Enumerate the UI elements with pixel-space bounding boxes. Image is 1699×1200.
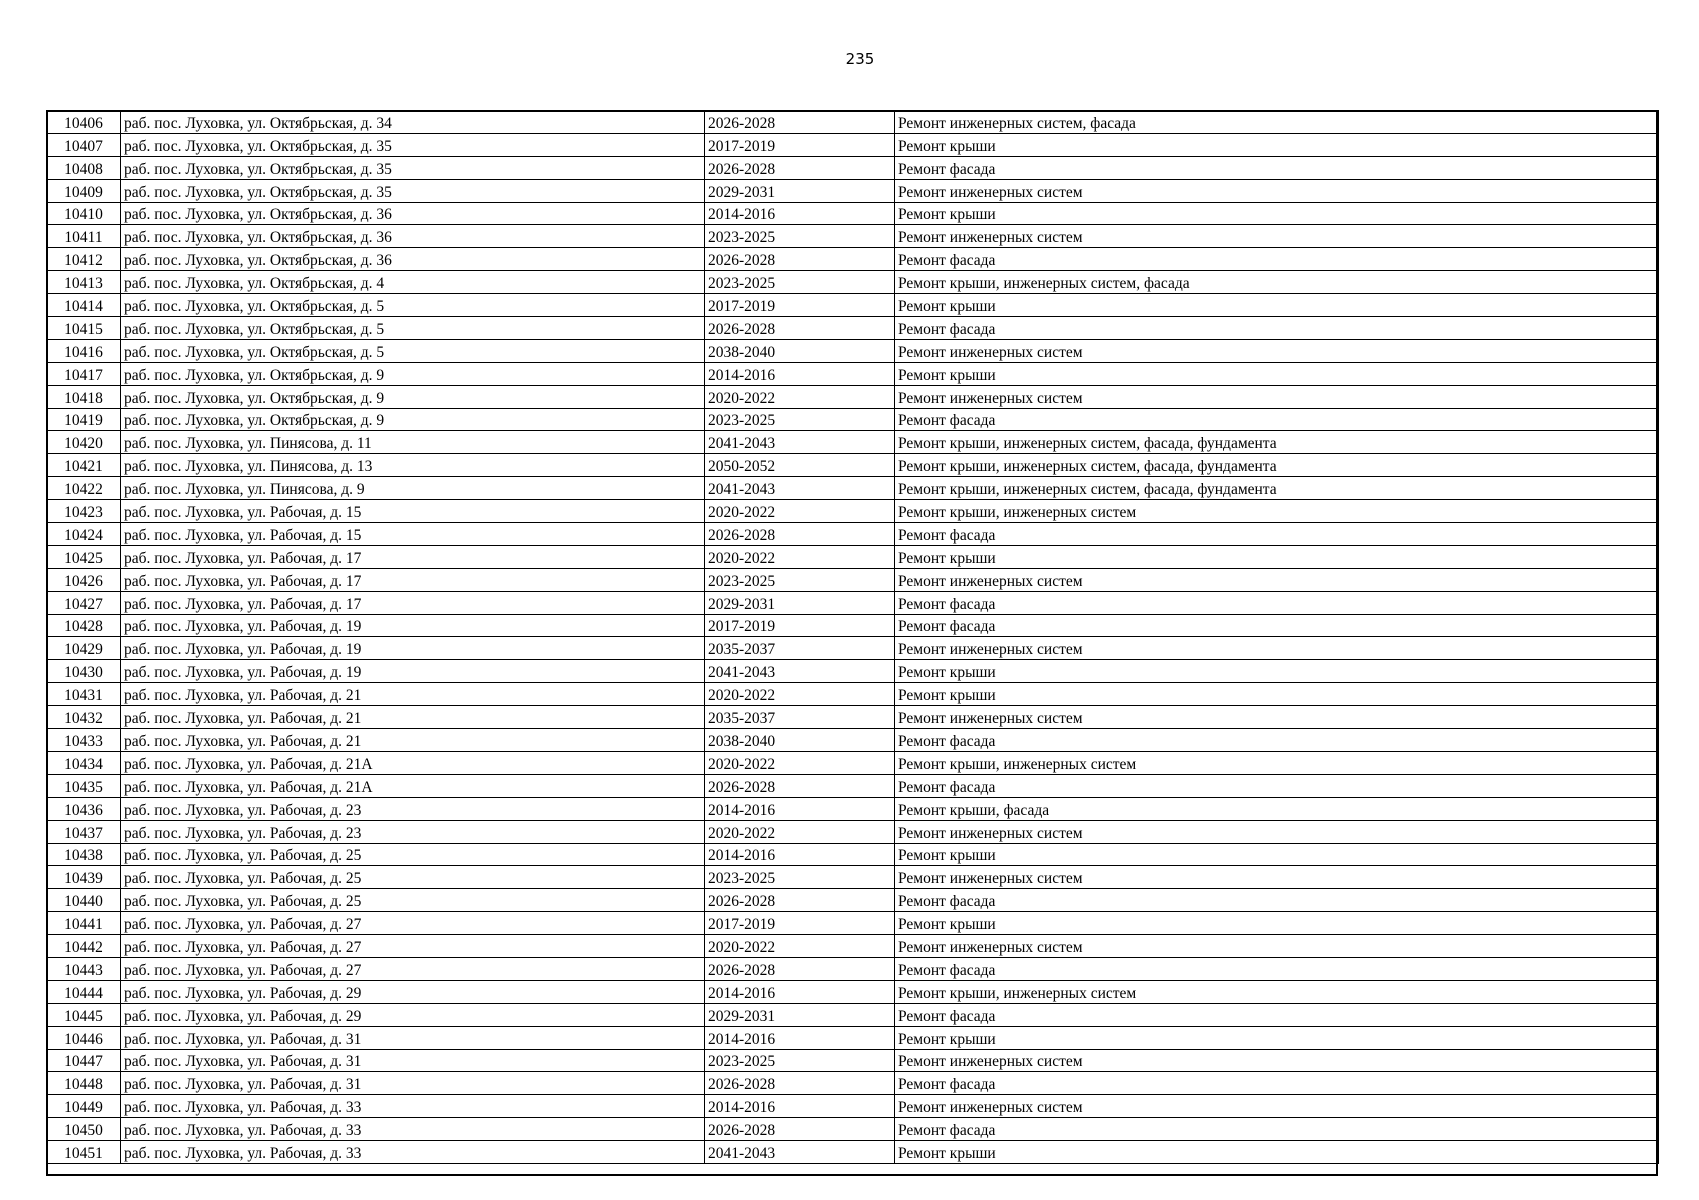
record-number-cell: 10438: [47, 843, 121, 866]
table-row: [47, 339, 1659, 362]
address-cell: раб. пос. Луховка, ул. Рабочая, д. 17: [121, 545, 705, 568]
period-cell: 2014-2016: [705, 980, 895, 1003]
record-number-cell: 10422: [47, 477, 121, 500]
work-type-cell: Ремонт крыши: [895, 202, 1659, 225]
work-type-cell: Ремонт фасада: [895, 614, 1659, 637]
address-cell: раб. пос. Луховка, ул. Рабочая, д. 29: [121, 980, 705, 1003]
table-row: [47, 591, 1659, 614]
address-cell: раб. пос. Луховка, ул. Октябрьская, д. 36: [121, 202, 705, 225]
work-type-cell: Ремонт фасада: [895, 408, 1659, 431]
table-row: [47, 454, 1659, 477]
work-type-cell: Ремонт фасада: [895, 248, 1659, 271]
record-number-cell: 10440: [47, 889, 121, 912]
period-cell: 2023-2025: [705, 866, 895, 889]
work-type-cell: Ремонт инженерных систем: [895, 820, 1659, 843]
period-cell: 2017-2019: [705, 614, 895, 637]
address-cell: раб. пос. Луховка, ул. Рабочая, д. 33: [121, 1118, 705, 1141]
work-type-cell: Ремонт крыши, фасада: [895, 797, 1659, 820]
record-number-cell: 10410: [47, 202, 121, 225]
table-row: [47, 1049, 1659, 1072]
record-number-cell: 10434: [47, 751, 121, 774]
table-body: [47, 111, 1659, 1164]
table-row: [47, 843, 1659, 866]
period-cell: 2023-2025: [705, 568, 895, 591]
work-type-cell: Ремонт крыши: [895, 660, 1659, 683]
record-number-cell: 10445: [47, 1003, 121, 1026]
address-cell: раб. пос. Луховка, ул. Рабочая, д. 27: [121, 935, 705, 958]
period-cell: 2029-2031: [705, 1003, 895, 1026]
record-number-cell: 10448: [47, 1072, 121, 1095]
period-cell: 2026-2028: [705, 156, 895, 179]
address-cell: раб. пос. Луховка, ул. Октябрьская, д. 4: [121, 271, 705, 294]
work-type-cell: Ремонт крыши: [895, 362, 1659, 385]
record-number-cell: 10419: [47, 408, 121, 431]
table-row: [47, 111, 1659, 134]
record-number-cell: 10442: [47, 935, 121, 958]
table-row: [47, 248, 1659, 271]
table-row: [47, 889, 1659, 912]
record-number-cell: 10428: [47, 614, 121, 637]
table-row: [47, 1072, 1659, 1095]
table-row: [47, 179, 1659, 202]
address-cell: раб. пос. Луховка, ул. Рабочая, д. 33: [121, 1095, 705, 1118]
record-number-cell: 10449: [47, 1095, 121, 1118]
work-type-cell: Ремонт инженерных систем: [895, 385, 1659, 408]
address-cell: раб. пос. Луховка, ул. Рабочая, д. 21: [121, 706, 705, 729]
record-number-cell: 10412: [47, 248, 121, 271]
period-cell: 2014-2016: [705, 1095, 895, 1118]
work-type-cell: Ремонт крыши, инженерных систем: [895, 751, 1659, 774]
period-cell: 2014-2016: [705, 843, 895, 866]
period-cell: 2020-2022: [705, 935, 895, 958]
period-cell: 2023-2025: [705, 271, 895, 294]
work-type-cell: Ремонт инженерных систем: [895, 225, 1659, 248]
table-row: [47, 385, 1659, 408]
work-type-cell: Ремонт инженерных систем: [895, 935, 1659, 958]
record-number-cell: 10429: [47, 637, 121, 660]
table-row: [47, 271, 1659, 294]
address-cell: раб. пос. Луховка, ул. Рабочая, д. 23: [121, 820, 705, 843]
work-type-cell: Ремонт инженерных систем: [895, 339, 1659, 362]
table-row: [47, 294, 1659, 317]
record-number-cell: 10443: [47, 957, 121, 980]
table-row: [47, 980, 1659, 1003]
work-type-cell: Ремонт фасада: [895, 774, 1659, 797]
period-cell: 2029-2031: [705, 179, 895, 202]
record-number-cell: 10425: [47, 545, 121, 568]
period-cell: 2041-2043: [705, 1141, 895, 1164]
address-cell: раб. пос. Луховка, ул. Рабочая, д. 19: [121, 637, 705, 660]
address-cell: раб. пос. Луховка, ул. Октябрьская, д. 36: [121, 248, 705, 271]
record-number-cell: 10441: [47, 912, 121, 935]
record-number-cell: 10433: [47, 729, 121, 752]
work-type-cell: Ремонт фасада: [895, 889, 1659, 912]
address-cell: раб. пос. Луховка, ул. Рабочая, д. 15: [121, 523, 705, 546]
work-type-cell: Ремонт фасада: [895, 317, 1659, 340]
table-row: [47, 637, 1659, 660]
period-cell: 2038-2040: [705, 339, 895, 362]
period-cell: 2023-2025: [705, 1049, 895, 1072]
table-row: [47, 1026, 1659, 1049]
record-number-cell: 10446: [47, 1026, 121, 1049]
record-number-cell: 10450: [47, 1118, 121, 1141]
period-cell: 2017-2019: [705, 912, 895, 935]
address-cell: раб. пос. Луховка, ул. Рабочая, д. 31: [121, 1049, 705, 1072]
record-number-cell: 10421: [47, 454, 121, 477]
period-cell: 2017-2019: [705, 294, 895, 317]
work-type-cell: Ремонт крыши: [895, 912, 1659, 935]
table-row: [47, 500, 1659, 523]
period-cell: 2026-2028: [705, 774, 895, 797]
work-type-cell: Ремонт крыши: [895, 843, 1659, 866]
record-number-cell: 10447: [47, 1049, 121, 1072]
address-cell: раб. пос. Луховка, ул. Октябрьская, д. 5: [121, 317, 705, 340]
record-number-cell: 10409: [47, 179, 121, 202]
period-cell: 2023-2025: [705, 408, 895, 431]
table-row: [47, 751, 1659, 774]
work-type-cell: Ремонт фасада: [895, 1118, 1659, 1141]
table-row: [47, 156, 1659, 179]
record-number-cell: 10426: [47, 568, 121, 591]
record-number-cell: 10430: [47, 660, 121, 683]
table-row: [47, 935, 1659, 958]
table-row: [47, 1118, 1659, 1141]
work-type-cell: Ремонт фасада: [895, 1072, 1659, 1095]
work-type-cell: Ремонт крыши: [895, 1141, 1659, 1164]
record-number-cell: 10411: [47, 225, 121, 248]
address-cell: раб. пос. Луховка, ул. Рабочая, д. 19: [121, 614, 705, 637]
record-number-cell: 10431: [47, 683, 121, 706]
period-cell: 2020-2022: [705, 683, 895, 706]
period-cell: 2026-2028: [705, 317, 895, 340]
address-cell: раб. пос. Луховка, ул. Октябрьская, д. 35: [121, 179, 705, 202]
work-type-cell: Ремонт фасада: [895, 1003, 1659, 1026]
work-type-cell: Ремонт инженерных систем: [895, 706, 1659, 729]
work-type-cell: Ремонт инженерных систем: [895, 637, 1659, 660]
period-cell: 2023-2025: [705, 225, 895, 248]
address-cell: раб. пос. Луховка, ул. Рабочая, д. 19: [121, 660, 705, 683]
record-number-cell: 10418: [47, 385, 121, 408]
period-cell: 2014-2016: [705, 1026, 895, 1049]
record-number-cell: 10432: [47, 706, 121, 729]
period-cell: 2026-2028: [705, 248, 895, 271]
address-cell: раб. пос. Луховка, ул. Октябрьская, д. 9: [121, 385, 705, 408]
address-cell: раб. пос. Луховка, ул. Рабочая, д. 25: [121, 843, 705, 866]
address-cell: раб. пос. Луховка, ул. Рабочая, д. 29: [121, 1003, 705, 1026]
table-row: [47, 133, 1659, 156]
address-cell: раб. пос. Луховка, ул. Октябрьская, д. 35: [121, 156, 705, 179]
table-row: [47, 408, 1659, 431]
address-cell: раб. пос. Луховка, ул. Пинясова, д. 11: [121, 431, 705, 454]
address-cell: раб. пос. Луховка, ул. Рабочая, д. 17: [121, 591, 705, 614]
period-cell: 2050-2052: [705, 454, 895, 477]
work-type-cell: Ремонт фасада: [895, 156, 1659, 179]
period-cell: 2017-2019: [705, 133, 895, 156]
table-row: [47, 317, 1659, 340]
address-cell: раб. пос. Луховка, ул. Рабочая, д. 21А: [121, 751, 705, 774]
period-cell: 2026-2028: [705, 957, 895, 980]
record-number-cell: 10413: [47, 271, 121, 294]
table-row: [47, 957, 1659, 980]
record-number-cell: 10435: [47, 774, 121, 797]
address-cell: раб. пос. Луховка, ул. Рабочая, д. 21: [121, 683, 705, 706]
period-cell: 2029-2031: [705, 591, 895, 614]
work-type-cell: Ремонт крыши: [895, 683, 1659, 706]
record-number-cell: 10417: [47, 362, 121, 385]
work-type-cell: Ремонт инженерных систем: [895, 568, 1659, 591]
table-row: [47, 1141, 1659, 1164]
record-number-cell: 10416: [47, 339, 121, 362]
record-number-cell: 10439: [47, 866, 121, 889]
record-number-cell: 10436: [47, 797, 121, 820]
period-cell: 2014-2016: [705, 362, 895, 385]
table-row: [47, 912, 1659, 935]
table-row: [47, 683, 1659, 706]
work-type-cell: Ремонт инженерных систем: [895, 179, 1659, 202]
table-row: [47, 660, 1659, 683]
address-cell: раб. пос. Луховка, ул. Октябрьская, д. 5: [121, 339, 705, 362]
work-type-cell: Ремонт крыши: [895, 1026, 1659, 1049]
work-type-cell: Ремонт крыши: [895, 133, 1659, 156]
record-number-cell: 10451: [47, 1141, 121, 1164]
table-row: [47, 797, 1659, 820]
address-cell: раб. пос. Луховка, ул. Октябрьская, д. 35: [121, 133, 705, 156]
period-cell: 2041-2043: [705, 431, 895, 454]
work-type-cell: Ремонт крыши, инженерных систем, фасада, фундамента: [895, 477, 1659, 500]
table-row: [47, 774, 1659, 797]
address-cell: раб. пос. Луховка, ул. Пинясова, д. 9: [121, 477, 705, 500]
table-row: [47, 1003, 1659, 1026]
table-row: [47, 545, 1659, 568]
period-cell: 2041-2043: [705, 477, 895, 500]
record-number-cell: 10437: [47, 820, 121, 843]
table-row: [47, 568, 1659, 591]
table-row: [47, 202, 1659, 225]
record-number-cell: 10427: [47, 591, 121, 614]
period-cell: 2038-2040: [705, 729, 895, 752]
period-cell: 2014-2016: [705, 797, 895, 820]
work-type-cell: Ремонт инженерных систем, фасада: [895, 111, 1659, 134]
address-cell: раб. пос. Луховка, ул. Октябрьская, д. 34: [121, 111, 705, 134]
address-cell: раб. пос. Луховка, ул. Рабочая, д. 25: [121, 866, 705, 889]
period-cell: 2026-2028: [705, 1072, 895, 1095]
table-row: [47, 523, 1659, 546]
page-number: 235: [845, 50, 875, 68]
record-number-cell: 10424: [47, 523, 121, 546]
record-number-cell: 10408: [47, 156, 121, 179]
table-row: [47, 614, 1659, 637]
work-type-cell: Ремонт инженерных систем: [895, 866, 1659, 889]
address-cell: раб. пос. Луховка, ул. Рабочая, д. 27: [121, 957, 705, 980]
record-number-cell: 10414: [47, 294, 121, 317]
record-number-cell: 10406: [47, 111, 121, 134]
address-cell: раб. пос. Луховка, ул. Пинясова, д. 13: [121, 454, 705, 477]
work-type-cell: Ремонт инженерных систем: [895, 1049, 1659, 1072]
address-cell: раб. пос. Луховка, ул. Октябрьская, д. 9: [121, 362, 705, 385]
address-cell: раб. пос. Луховка, ул. Рабочая, д. 23: [121, 797, 705, 820]
table-row: [47, 431, 1659, 454]
work-type-cell: Ремонт фасада: [895, 729, 1659, 752]
table-row: [47, 820, 1659, 843]
address-cell: раб. пос. Луховка, ул. Рабочая, д. 27: [121, 912, 705, 935]
period-cell: 2020-2022: [705, 820, 895, 843]
address-cell: раб. пос. Луховка, ул. Рабочая, д. 17: [121, 568, 705, 591]
period-cell: 2035-2037: [705, 637, 895, 660]
period-cell: 2041-2043: [705, 660, 895, 683]
address-cell: раб. пос. Луховка, ул. Рабочая, д. 25: [121, 889, 705, 912]
period-cell: 2035-2037: [705, 706, 895, 729]
record-number-cell: 10407: [47, 133, 121, 156]
work-type-cell: Ремонт крыши, инженерных систем, фасада: [895, 271, 1659, 294]
period-cell: 2014-2016: [705, 202, 895, 225]
work-type-cell: Ремонт крыши, инженерных систем: [895, 500, 1659, 523]
table-row: [47, 729, 1659, 752]
period-cell: 2020-2022: [705, 751, 895, 774]
repair-schedule-table: [46, 110, 1659, 1164]
work-type-cell: Ремонт крыши, инженерных систем: [895, 980, 1659, 1003]
table-row: [47, 866, 1659, 889]
address-cell: раб. пос. Луховка, ул. Октябрьская, д. 5: [121, 294, 705, 317]
address-cell: раб. пос. Луховка, ул. Рабочая, д. 21: [121, 729, 705, 752]
period-cell: 2020-2022: [705, 500, 895, 523]
address-cell: раб. пос. Луховка, ул. Рабочая, д. 31: [121, 1072, 705, 1095]
address-cell: раб. пос. Луховка, ул. Октябрьская, д. 9: [121, 408, 705, 431]
work-type-cell: Ремонт фасада: [895, 523, 1659, 546]
record-number-cell: 10423: [47, 500, 121, 523]
work-type-cell: Ремонт крыши, инженерных систем, фасада, фундамента: [895, 431, 1659, 454]
record-number-cell: 10420: [47, 431, 121, 454]
period-cell: 2026-2028: [705, 523, 895, 546]
address-cell: раб. пос. Луховка, ул. Рабочая, д. 21А: [121, 774, 705, 797]
table-row: [47, 477, 1659, 500]
period-cell: 2026-2028: [705, 889, 895, 912]
work-type-cell: Ремонт фасада: [895, 957, 1659, 980]
record-number-cell: 10444: [47, 980, 121, 1003]
period-cell: 2026-2028: [705, 1118, 895, 1141]
work-type-cell: Ремонт фасада: [895, 591, 1659, 614]
address-cell: раб. пос. Луховка, ул. Рабочая, д. 33: [121, 1141, 705, 1164]
work-type-cell: Ремонт крыши, инженерных систем, фасада, фундамента: [895, 454, 1659, 477]
address-cell: раб. пос. Луховка, ул. Рабочая, д. 15: [121, 500, 705, 523]
period-cell: 2026-2028: [705, 111, 895, 134]
table-row: [47, 706, 1659, 729]
table-row: [47, 362, 1659, 385]
address-cell: раб. пос. Луховка, ул. Рабочая, д. 31: [121, 1026, 705, 1049]
record-number-cell: 10415: [47, 317, 121, 340]
table-row: [47, 225, 1659, 248]
table-row: [47, 1095, 1659, 1118]
period-cell: 2020-2022: [705, 385, 895, 408]
work-type-cell: Ремонт крыши: [895, 294, 1659, 317]
work-type-cell: Ремонт крыши: [895, 545, 1659, 568]
address-cell: раб. пос. Луховка, ул. Октябрьская, д. 36: [121, 225, 705, 248]
work-type-cell: Ремонт инженерных систем: [895, 1095, 1659, 1118]
period-cell: 2020-2022: [705, 545, 895, 568]
